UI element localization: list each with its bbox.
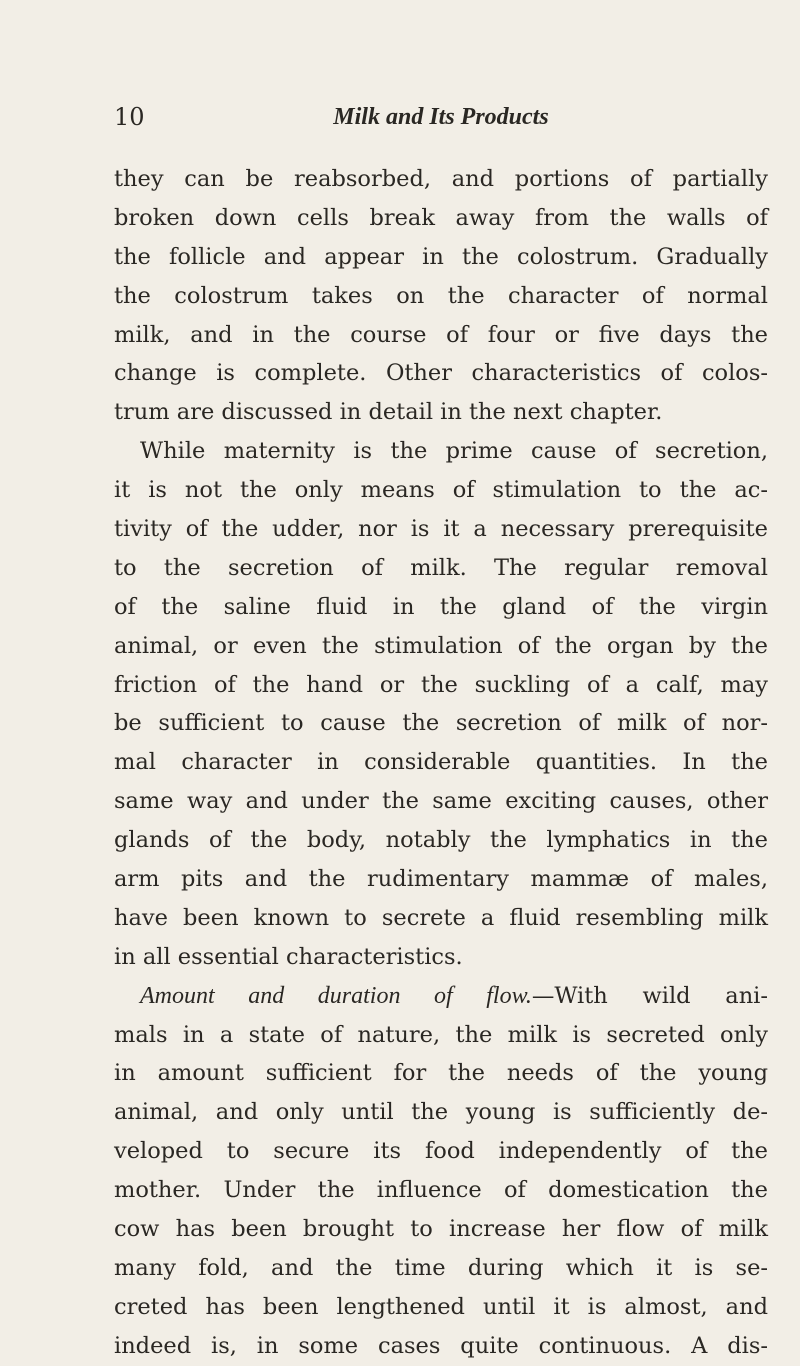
page-header (114, 97, 768, 137)
text-line: they can be reabsorbed, and portions of partially (114, 166, 768, 192)
text-line: glands of the body, notably the lymphatics in the (114, 827, 768, 854)
text-line: be sufficient to cause the secretion of milk of nor- (114, 710, 768, 737)
text-fragment: —With wild ani- (531, 982, 768, 1009)
text-line: tivity of the udder, nor is it a necessary prerequisite (114, 516, 768, 543)
text-line: cow has been brought to increase her flow of milk (114, 1216, 768, 1243)
text-line: same way and under the same exciting causes, other (114, 788, 768, 815)
running-title: Milk and Its Products (333, 104, 549, 130)
text-line: many fold, and the time during which it is se- (114, 1254, 768, 1281)
text-line: milk, and in the course of four or five days the (114, 321, 768, 348)
text-line-with-heading (114, 977, 768, 1016)
text-line: have been known to secrete a fluid resembling milk (114, 904, 768, 931)
text-line: change is complete. Other characteristics of colos- (114, 360, 768, 387)
text-line: the colostrum takes on the character of normal (114, 282, 768, 309)
text-line: broken down cells break away from the walls of (114, 204, 768, 231)
text-line: to the secretion of milk. The regular removal (114, 554, 768, 581)
text-line: the follicle and appear in the colostrum. Gradually (114, 243, 768, 270)
text-line: of the saline fluid in the gland of the virgin (114, 593, 768, 620)
text-line: arm pits and the rudimentary mammæ of males, (114, 866, 768, 893)
text-line: mother. Under the influence of domestication the (114, 1177, 768, 1204)
text-line: mals in a state of nature, the milk is secreted only (114, 1021, 768, 1048)
text-line: trum are discussed in detail in the next chapter. (114, 399, 663, 426)
body-text (114, 160, 768, 1366)
paragraph-2 (114, 432, 768, 976)
text-line: indeed is, in some cases quite continuous. A dis- (114, 1332, 768, 1359)
text-line: mal character in considerable quantities. In the (114, 749, 768, 776)
text-line: animal, or even the stimulation of the organ by the (114, 632, 768, 659)
text-line: it is not the only means of stimulation to the ac- (114, 477, 768, 504)
text-line: animal, and only until the young is sufficiently de- (114, 1099, 768, 1126)
paragraph-3 (114, 977, 768, 1366)
section-heading: Amount and duration of flow. (140, 982, 532, 1009)
text-line: in amount sufficient for the needs of the young (114, 1060, 768, 1087)
text-line: in all essential characteristics. (114, 943, 463, 970)
page-number: 10 (114, 103, 145, 131)
text-line: creted has been lengthened until it is almost, and (114, 1293, 768, 1320)
text-line: friction of the hand or the suckling of a calf, may (114, 671, 768, 698)
text-line: While maternity is the prime cause of secretion, (140, 438, 768, 465)
paragraph-1 (114, 160, 768, 432)
text-line: veloped to secure its food independently of the (114, 1138, 768, 1165)
